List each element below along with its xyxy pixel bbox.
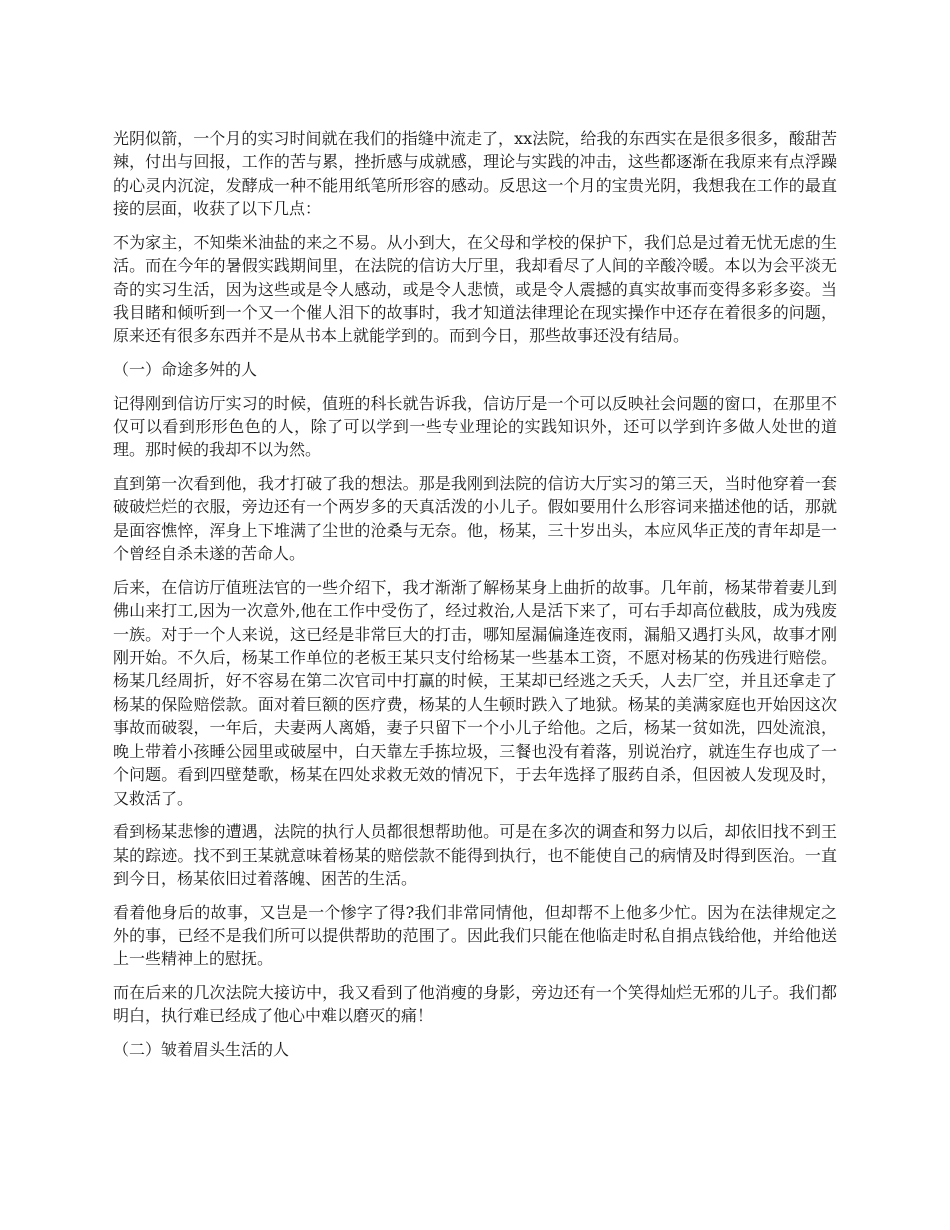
paragraph-5: 后来，在信访厅值班法官的一些介绍下，我才渐渐了解杨某身上曲折的故事。几年前，杨某带着妻儿到佛山来打工,因为一次意外,他在工作中受伤了，经过救治,人是活下来了，可右手却高位截肢，成为残废一族。对于一个人来说，这已经是非常巨大的打击，哪知屋漏偏逢连夜雨，漏船又遇打头风，故事才刚刚开始。不久后，杨某工作单位的老板王某只支付给杨某一些基本工资，不愿对杨某的伤残进行赔偿。杨某几经周折，好不容易在第二次官司中打赢的时候，王某却已经逃之夭夭，人去厂空，并且还拿走了杨某的保险赔偿款。面对着巨额的医疗费，杨某的人生顿时跌入了地狱。杨某的美满家庭也开始因这次事故而破裂，一年后，夫妻两人离婚，妻子只留下一个小儿子给他。之后，杨某一贫如洗，四处流浪，晚上带着小孩睡公园里或破屋中，白天靠左手拣垃圾，三餐也没有着落，别说治疗，就连生存也成了一个问题。看到四壁楚歌，杨某在四处求救无效的情况下，于去年选择了服药自杀，但因被人发现及时，又救活了。 bbox=[113, 577, 837, 808]
paragraph-3: 记得刚到信访厅实习的时候，值班的科长就告诉我，信访厅是一个可以反映社会问题的窗口，在那里不仅可以看到形形色色的人，除了可以学到一些专业理论的实践知识外，还可以学到许多做人处世的道理。那时候的我却不以为然。 bbox=[113, 393, 837, 460]
paragraph-2: 不为家主，不知柴米油盐的来之不易。从小到大，在父母和学校的保护下，我们总是过着无忧无虑的生活。而在今年的暑假实践期间里，在法院的信访大厅里，我却看尽了人间的辛酸冷暖。本以为会平淡无奇的实习生活，因为这些或是令人感动，或是令人悲愤，或是令人震撼的真实故事而变得多彩多姿。当我目睹和倾听到一个又一个催人泪下的故事时，我才知道法律理论在现实操作中还存在着很多的问题，原来还有很多东西并不是从书本上就能学到的。而到今日，那些故事还没有结局。 bbox=[113, 232, 837, 346]
section-heading-2: （二）皱着眉头生活的人 bbox=[113, 1039, 290, 1059]
paragraph-4: 直到第一次看到他，我才打破了我的想法。那是我刚到法院的信访大厅实习的第三天，当时他穿着一套破破烂烂的衣服，旁边还有一个两岁多的天真活泼的小儿子。假如要用什么形容词来描述他的话，那就是面容憔悴，浑身上下堆满了尘世的沧桑与无奈。他，杨某，三十岁出头，本应风华正茂的青年却是一个曾经自杀未遂的苦命人。 bbox=[113, 474, 837, 564]
section-heading-1: （一）命途多舛的人 bbox=[113, 360, 258, 380]
document-page bbox=[113, 127, 837, 1072]
paragraph-8: 而在后来的几次法院大接访中，我又看到了他消瘦的身影，旁边还有一个笑得灿烂无邪的儿子。我们都明白，执行难已经成了他心中难以磨灭的痛！ bbox=[113, 982, 837, 1026]
paragraph-intro: 光阴似箭，一个月的实习时间就在我们的指缝中流走了，xx法院，给我的东西实在是很多很多，酸甜苦辣，付出与回报，工作的苦与累，挫折感与成就感，理论与实践的冲击，这些都逐渐在我原来有点浮躁的心灵内沉淀，发酵成一种不能用纸笔所形容的感动。反思这一个月的宝贵光阴，我想我在工作的最直接的层面，收获了以下几点： bbox=[113, 129, 837, 219]
paragraph-6: 看到杨某悲惨的遭遇，法院的执行人员都很想帮助他。可是在多次的调查和努力以后，却依旧找不到王某的踪迹。找不到王某就意味着杨某的赔偿款不能得到执行，也不能使自己的病情及时得到医治。一直到今日，杨某依旧过着落魄、困苦的生活。 bbox=[113, 822, 837, 888]
paragraph-7: 看着他身后的故事，又岂是一个惨字了得?我们非常同情他，但却帮不上他多少忙。因为在法律规定之外的事，已经不是我们所可以提供帮助的范围了。因此我们只能在他临走时私自捐点钱给他，并给他送上一些精神上的慰抚。 bbox=[113, 902, 837, 969]
